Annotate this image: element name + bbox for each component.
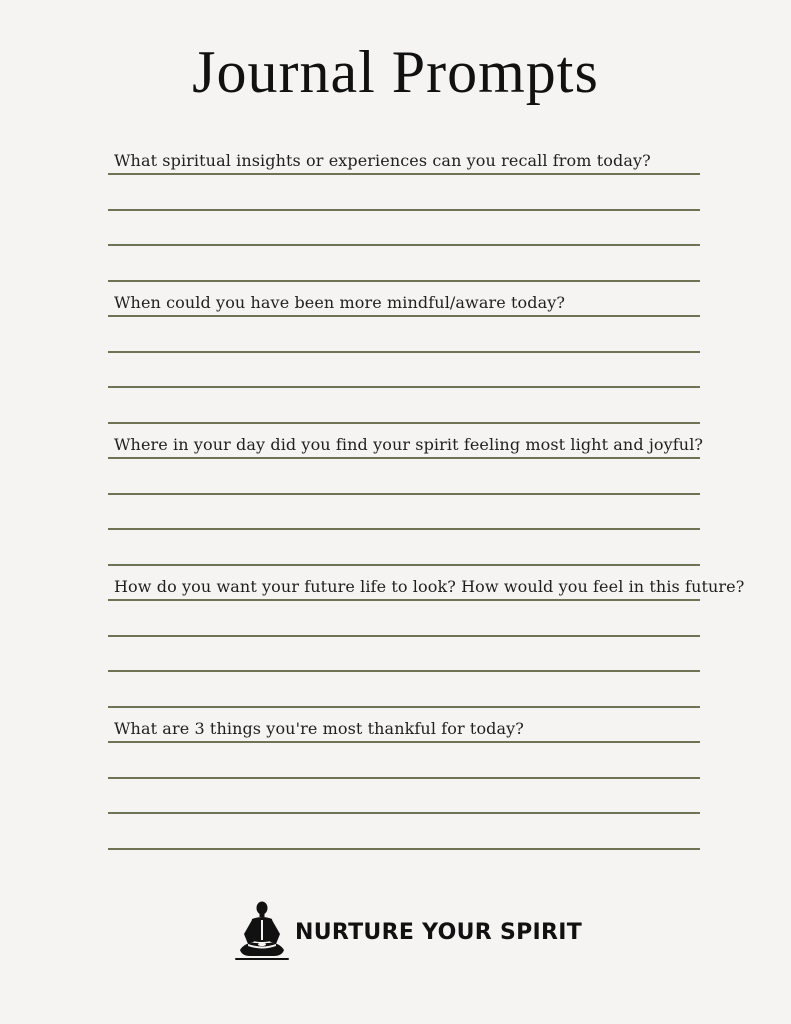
prompt-question-text: How do you want your future life to look? How would you feel in this future? xyxy=(114,577,745,596)
prompt-block-5 xyxy=(108,708,700,850)
prompt-block-4 xyxy=(108,566,745,708)
answer-line[interactable] xyxy=(108,637,700,673)
brand-footer xyxy=(234,900,582,964)
meditating-person-icon xyxy=(234,900,290,964)
answer-line[interactable] xyxy=(108,459,700,495)
page-title: Journal Prompts xyxy=(192,39,599,105)
prompt-question-text: When could you have been more mindful/aware today? xyxy=(114,293,566,312)
prompt-block-2 xyxy=(108,282,700,424)
answer-line[interactable] xyxy=(108,743,700,779)
prompt-question-text: Where in your day did you find your spirit feeling most light and joyful? xyxy=(114,435,704,454)
prompt-block-1 xyxy=(108,140,700,282)
answer-line[interactable] xyxy=(108,601,700,637)
prompt-question-4[interactable] xyxy=(108,566,745,601)
brand-name: NURTURE YOUR SPIRIT xyxy=(295,919,583,945)
prompt-block-3 xyxy=(108,424,704,566)
answer-line[interactable] xyxy=(108,211,700,247)
prompt-question-1[interactable] xyxy=(108,140,700,175)
answer-line[interactable] xyxy=(108,317,700,353)
answer-line[interactable] xyxy=(108,530,700,566)
answer-line[interactable] xyxy=(108,495,700,531)
prompt-list xyxy=(108,140,745,850)
answer-line[interactable] xyxy=(108,814,700,850)
answer-line[interactable] xyxy=(108,246,700,282)
answer-line[interactable] xyxy=(108,175,700,211)
answer-line[interactable] xyxy=(108,779,700,815)
answer-line[interactable] xyxy=(108,388,700,424)
answer-line[interactable] xyxy=(108,672,700,708)
prompt-question-text: What spiritual insights or experiences can you recall from today? xyxy=(114,151,651,170)
prompt-question-3[interactable] xyxy=(108,424,704,459)
prompt-question-5[interactable] xyxy=(108,708,700,743)
answer-line[interactable] xyxy=(108,353,700,389)
prompt-question-text: What are 3 things you're most thankful for today? xyxy=(114,719,524,738)
prompt-question-2[interactable] xyxy=(108,282,700,317)
